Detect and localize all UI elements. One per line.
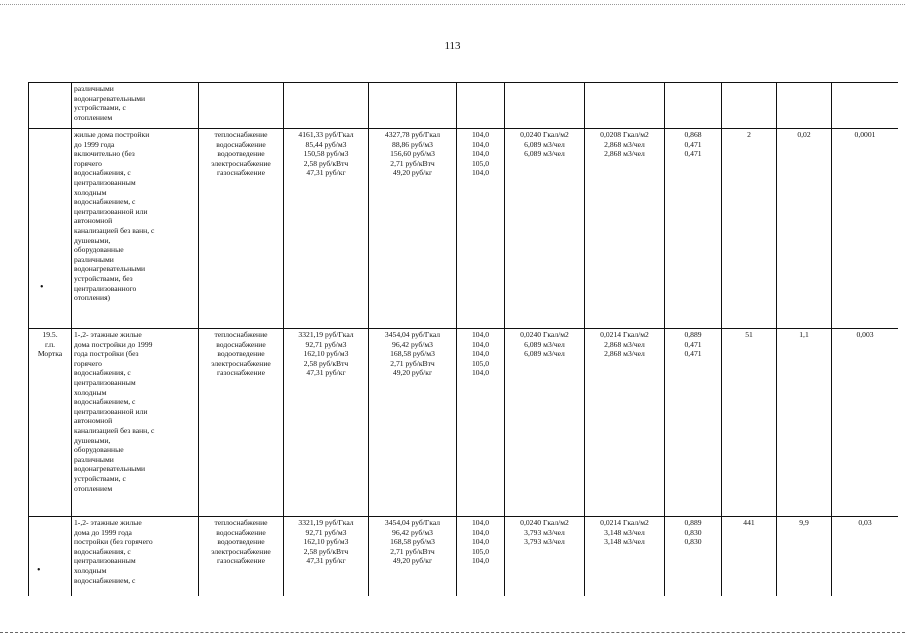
cell-share: 9,9 (777, 517, 832, 597)
cell-coefficient: 0,889 0,471 0,471 (665, 329, 722, 517)
cell-index: 104,0 104,0 104,0 105,0 104,0 (457, 129, 505, 329)
cell-description: различными водонагревательными устройствами, с отоплением (72, 83, 199, 129)
cell-count (722, 83, 777, 129)
scan-top-edge (0, 4, 905, 5)
cell-coefficient (665, 83, 722, 129)
cell-description: 1-,2- этажные жилые дома до 1999 года постройки (без горячего водоснабжения, с централизованным холодным водоснабжением, с (72, 517, 199, 597)
cell-value: 0,0001 (832, 129, 899, 329)
cell-tariff-2: 4327,78 руб/Гкал 88,86 руб/м3 156,60 руб/м3 2,71 руб/кВтч 49,20 руб/кг (369, 129, 457, 329)
cell-share: 0,02 (777, 129, 832, 329)
page-number: 113 (444, 40, 461, 52)
cell-count: 441 (722, 517, 777, 597)
cell-index (457, 83, 505, 129)
cell-tariff-2 (369, 83, 457, 129)
cell-share (777, 83, 832, 129)
cell-tariff-1: 4161,33 руб/Гкал 85,44 руб/м3 150,58 руб/м3 2,58 руб/кВтч 47,31 руб/кг (284, 129, 369, 329)
cell-services: теплоснабжение водоснабжение водоотведение электроснабжение газоснабжение (199, 129, 284, 329)
cell-index: 104,0 104,0 104,0 105,0 104,0 (457, 517, 505, 597)
cell-description: жилые дома постройки до 1999 года включительно (без горячего водоснабжения, с централизованным холодным водоснабжением, с централизованной или автономной канализацией без ванн, с душевыми, оборудованные различными водонагревательными устройствами, без централизованного отопления) (72, 129, 199, 329)
cell-value: 0,003 (832, 329, 899, 517)
cell-norm-1: 0,0240 Гкал/м2 6,089 м3/чел 6,089 м3/чел (505, 329, 585, 517)
scan-speck: • (37, 565, 41, 576)
cell-services (199, 83, 284, 129)
cell-tariff-1 (284, 83, 369, 129)
cell-tariff-1: 3321,19 руб/Гкал 92,71 руб/м3 162,10 руб/м3 2,58 руб/кВтч 47,31 руб/кг (284, 329, 369, 517)
cell-value (832, 83, 899, 129)
cell-tariff-2: 3454,04 руб/Гкал 96,42 руб/м3 168,58 руб/м3 2,71 руб/кВтч 49,20 руб/кг (369, 517, 457, 597)
cell-services: теплоснабжение водоснабжение водоотведение электроснабжение газоснабжение (199, 517, 284, 597)
tariff-table (28, 82, 898, 596)
cell-count: 51 (722, 329, 777, 517)
cell-tariff-2: 3454,04 руб/Гкал 96,42 руб/м3 168,58 руб/м3 2,71 руб/кВтч 49,20 руб/кг (369, 329, 457, 517)
cell-norm-2 (585, 83, 665, 129)
table-row (29, 83, 899, 129)
cell-num: 19.5. г.п. Мортка (29, 329, 72, 517)
table-row (29, 129, 899, 329)
cell-share: 1,1 (777, 329, 832, 517)
cell-num (29, 517, 72, 597)
cell-description: 1-,2- этажные жилые дома постройки до 1999 года постройки (без горячего водоснабжения, с централизованным холодным водоснабжением, с централизованной или автономной канализацией без ванн, с душевыми, оборудованные различными водонагревательными устройствами, с отоплением (72, 329, 199, 517)
table-row (29, 329, 899, 517)
cell-index: 104,0 104,0 104,0 105,0 104,0 (457, 329, 505, 517)
cell-num (29, 83, 72, 129)
cell-num (29, 129, 72, 329)
cell-norm-2: 0,0208 Гкал/м2 2,868 м3/чел 2,868 м3/чел (585, 129, 665, 329)
cell-norm-2: 0,0214 Гкал/м2 2,868 м3/чел 2,868 м3/чел (585, 329, 665, 517)
cell-coefficient: 0,889 0,830 0,830 (665, 517, 722, 597)
cell-value: 0,03 (832, 517, 899, 597)
cell-norm-2: 0,0214 Гкал/м2 3,148 м3/чел 3,148 м3/чел (585, 517, 665, 597)
cell-coefficient: 0,868 0,471 0,471 (665, 129, 722, 329)
cell-norm-1: 0,0240 Гкал/м2 3,793 м3/чел 3,793 м3/чел (505, 517, 585, 597)
cell-norm-1 (505, 83, 585, 129)
scan-bottom-edge (0, 632, 905, 633)
tariff-table-frame (28, 82, 898, 596)
scan-speck: • (40, 282, 44, 293)
cell-count: 2 (722, 129, 777, 329)
table-row (29, 517, 899, 597)
cell-services: теплоснабжение водоснабжение водоотведение электроснабжение газоснабжение (199, 329, 284, 517)
cell-norm-1: 0,0240 Гкал/м2 6,089 м3/чел 6,089 м3/чел (505, 129, 585, 329)
cell-tariff-1: 3321,19 руб/Гкал 92,71 руб/м3 162,10 руб/м3 2,58 руб/кВтч 47,31 руб/кг (284, 517, 369, 597)
